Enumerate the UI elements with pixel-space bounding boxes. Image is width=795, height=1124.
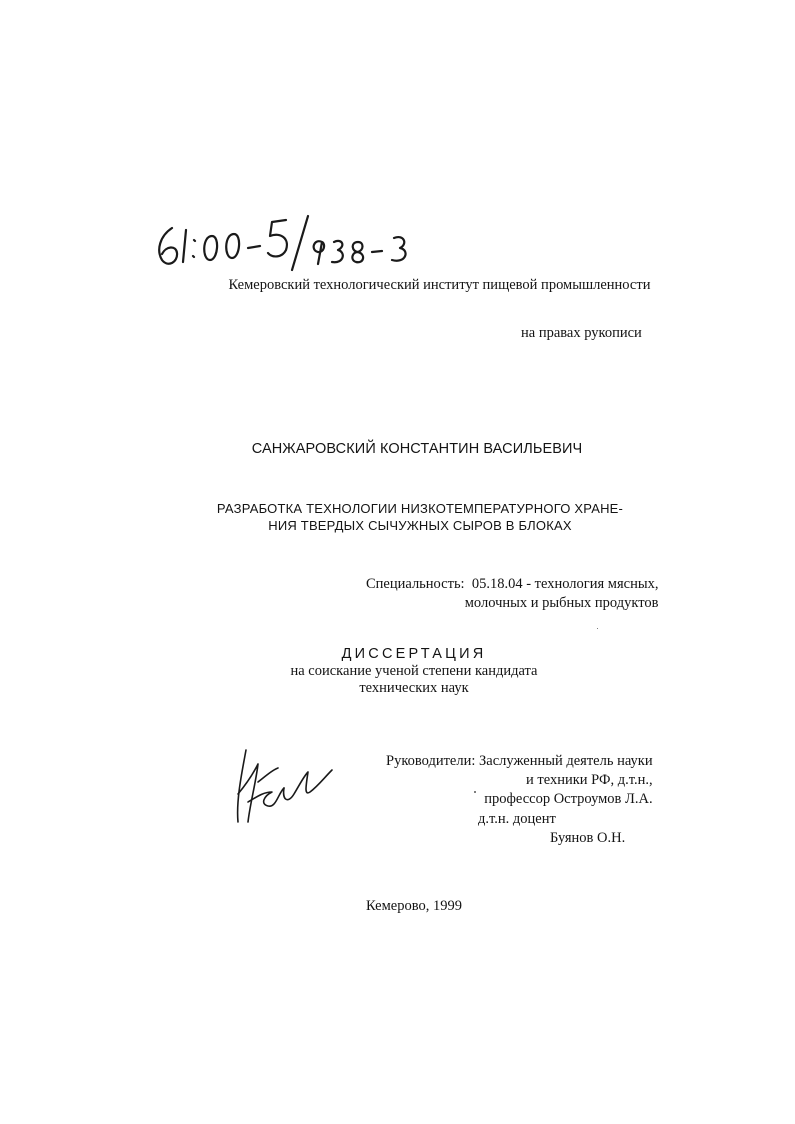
- title-line-1: РАЗРАБОТКА ТЕХНОЛОГИИ НИЗКОТЕМПЕРАТУРНОГО ХРАНЕ-: [216, 501, 624, 516]
- supervisors-line-2: и техники РФ, д.т.н.,: [526, 772, 653, 788]
- supervisors-line-3: профессор Остроумов Л.А.: [484, 791, 653, 807]
- handwritten-signature: [228, 742, 340, 830]
- title-line-2: НИЯ ТВЕРДЫХ СЫЧУЖНЫХ СЫРОВ В БЛОКАХ: [268, 518, 572, 533]
- supervisors-block: [386, 752, 653, 809]
- degree-line-1: на соискание ученой степени кандидата: [290, 663, 538, 679]
- specialty-block: [366, 575, 658, 613]
- manuscript-note: на правах рукописи: [521, 325, 642, 341]
- place-and-year: Кемерово, 1999: [366, 898, 462, 914]
- author-name: САНЖАРОВСКИЙ КОНСТАНТИН ВАСИЛЬЕВИЧ: [251, 441, 583, 457]
- scan-speck: [597, 628, 598, 629]
- second-supervisor-degree: д.т.н. доцент: [478, 811, 556, 827]
- dissertation-heading: ДИССЕРТАЦИЯ: [341, 646, 487, 662]
- degree-description: [0, 663, 795, 697]
- degree-line-2: технических наук: [359, 680, 469, 696]
- institute-name: Кемеровский технологический институт пищевой промышленности: [228, 277, 651, 293]
- scan-speck: [474, 791, 476, 793]
- specialty-line-1: Специальность: 05.18.04 - технология мясных,: [366, 576, 659, 592]
- handwritten-catalog-number: [150, 198, 420, 280]
- supervisors-line-1: Руководители: Заслуженный деятель науки: [386, 753, 653, 769]
- second-supervisor: [478, 810, 625, 848]
- specialty-line-2: молочных и рыбных продуктов: [464, 595, 659, 611]
- second-supervisor-name: Буянов О.Н.: [550, 830, 626, 846]
- dissertation-title: [190, 500, 650, 534]
